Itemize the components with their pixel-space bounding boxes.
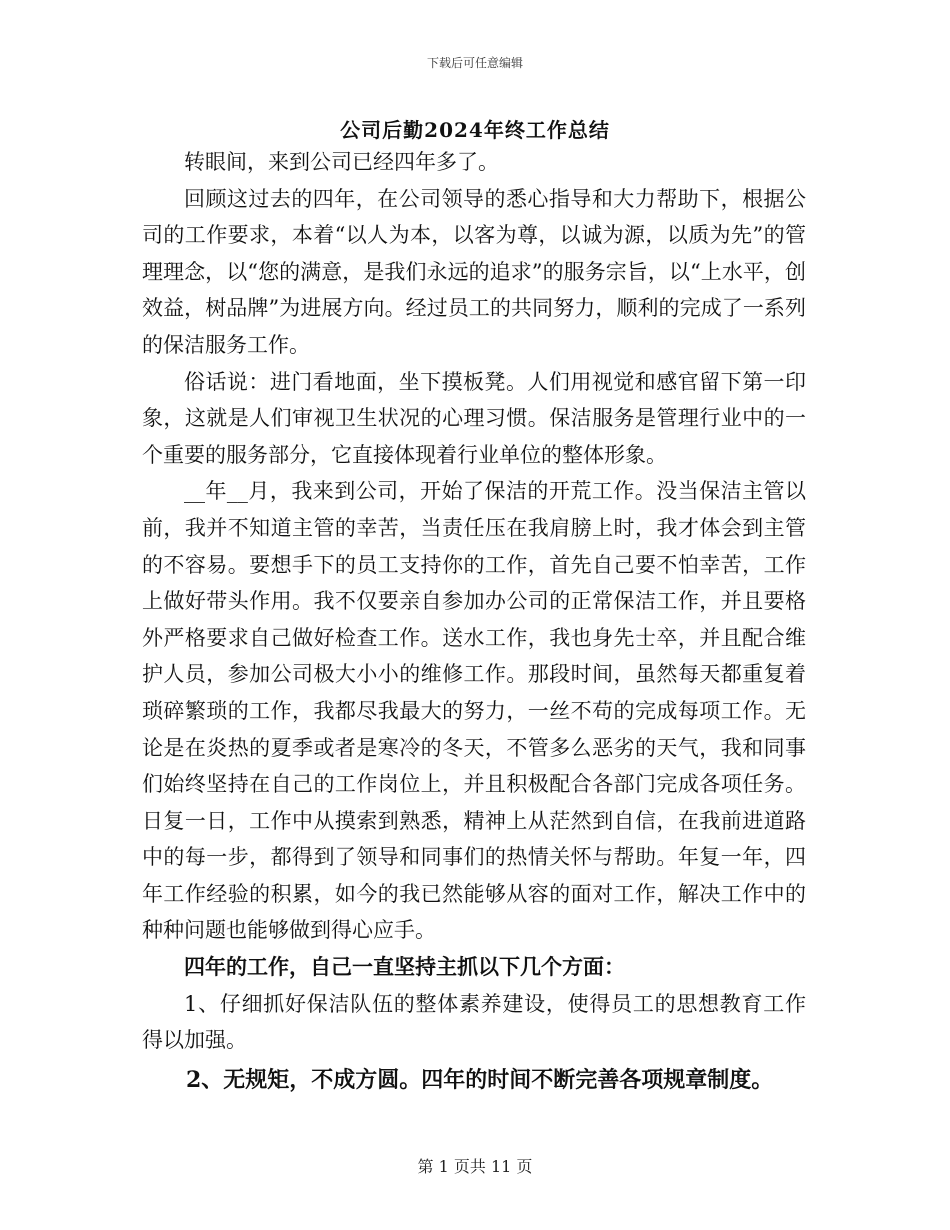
paragraph-intro: 转眼间，来到公司已经四年多了。	[184, 150, 499, 174]
page-number: 第 1 页共 11 页	[417, 1157, 533, 1176]
header-note: 下载后可任意编辑	[426, 56, 523, 70]
paragraph-experience: __年__月，我来到公司，开始了保洁的开荒工作。没当保洁主管以前，我并不知道主管的幸苦，当责任压在我肩膀上时，我才体会到主管的不容易。要想手下的员工支持你的工作，首先自己要不怕幸苦，工作上做好带头作用。我不仅要亲自参加办公司的正常保洁工作，并且要格外严格要求自己做好检查工作。送水工作，我也身先士卒，并且配合维护人员，参加公司极大小小的维修工作。那段时间，虽然每天都重复着琐碎繁琐的工作，我都尽我最大的努力，一丝不苟的完成每项工作。无论是在炎热的夏季或者是寒冷的冬天，不管多么恶劣的天气，我和同事们始终坚持在自己的工作岗位上，并且积极配合各部门完成各项任务。日复一日，工作中从摸索到熟悉，精神上从茫然到自信，在我前进道路中的每一步，都得到了领导和同事们的热情关怀与帮助。年复一年，四年工作经验的积累，如今的我已然能够从容的面对工作，解决工作中的种种问题也能够做到得心应手。	[142, 479, 806, 943]
paragraph-key-points-heading: 四年的工作，自己一直坚持主抓以下几个方面：	[184, 954, 625, 980]
document-body	[142, 144, 806, 1101]
paragraph-point-1: 1、仔细抓好保洁队伍的整体素养建设，使得员工的思想教育工作得以加强。	[142, 991, 806, 1053]
paragraph-review: 回顾这过去的四年，在公司领导的悉心指导和大力帮助下，根据公司的工作要求，本着“以人为本，以客为尊，以诚为源，以质为先”的管理理念，以“您的满意，是我们永远的追求”的服务宗旨，以“上水平，创效益，树品牌”为进展方向。经过员工的共同努力，顺利的完成了一系列的保洁服务工作。	[142, 186, 806, 357]
paragraph-point-2: 2、无规矩，不成方圆。四年的时间不断完善各项规章制度。	[186, 1066, 774, 1093]
paragraph-saying: 俗话说：进门看地面，坐下摸板凳。人们用视觉和感官留下第一印象，这就是人们审视卫生状况的心理习惯。保洁服务是管理行业中的一个重要的服务部分，它直接体现着行业单位的整体形象。	[142, 369, 806, 467]
document-title: 公司后勤2024年终工作总结	[340, 118, 610, 142]
